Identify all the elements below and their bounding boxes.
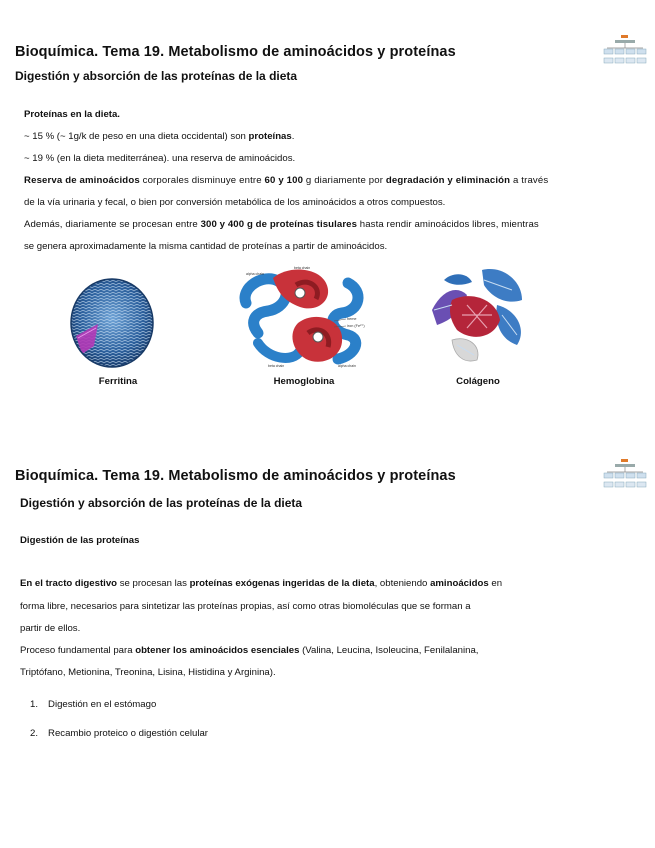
slide2-subtitle: Digestión y absorción de las proteínas de la dieta [20, 496, 303, 510]
slide2-para-line5: Triptófano, Metionina, Treonina, Lisina, Histidina y Arginina). [20, 667, 276, 678]
hemo-label-beta1: beta chain [294, 266, 311, 270]
hemo-label-iron: iron (Fe²⁺) [347, 324, 365, 328]
slide1-line6: se genera aproximadamente la misma cantidad de proteínas a partir de aminoácidos. [24, 241, 388, 252]
org-chart-logo-icon [603, 458, 647, 492]
slide1-subtitle: Digestión y absorción de las proteínas de la dieta [15, 69, 298, 83]
hemo-label-beta2: beta chain [268, 364, 285, 368]
caption-colageno: Colágeno [456, 376, 500, 387]
slide1-line5: Además, diariamente se procesan entre 300 y 400 g de proteínas tisulares hasta rendir aminoácidos libres, mientras [24, 219, 539, 230]
hemo-label-alpha1: alpha chain [246, 272, 264, 276]
hemo-label-alpha2: alpha chain [338, 364, 356, 368]
slide1-line3: Reserva de aminoácidos corporales disminuye entre 60 y 100 g diariamente por degradación y eliminación a través [24, 175, 549, 186]
ferritin-image [68, 276, 156, 370]
slide2-para-line1: En el tracto digestivo se procesan las proteínas exógenas ingeridas de la dieta, obteniendo aminoácidos en [20, 578, 503, 589]
slide2-para-line4: Proceso fundamental para obtener los aminoácidos esenciales (Valina, Leucina, Isoleucina, Fenilalanina, [20, 645, 479, 656]
slide2-para-line3: partir de ellos. [20, 623, 81, 634]
slide1-line1: ~ 15 % (~ 1g/k de peso en una dieta occidental) son proteínas. [24, 131, 295, 142]
slide1-line4: de la vía urinaria y fecal, o bien por conversión metabólica de los aminoácidos a otros compuestos. [24, 197, 446, 208]
slide1-line2: ~ 19 % (en la dieta mediterránea). una reserva de aminoácidos. [24, 153, 296, 164]
hemo-label-heme: heme [347, 317, 357, 321]
collagen-image [422, 260, 534, 372]
slide1-heading: Proteínas en la dieta. [24, 109, 120, 120]
slide2-heading: Digestión de las proteínas [20, 535, 140, 546]
caption-hemoglobina: Hemoglobina [273, 376, 335, 387]
caption-ferritina: Ferritina [98, 376, 138, 387]
list-item: 1. Digestión en el estómago [30, 699, 157, 710]
hemoglobin-image [238, 263, 372, 371]
slide2-title: Bioquímica. Tema 19. Metabolismo de aminoácidos y proteínas [15, 468, 456, 484]
list-item: 2. Recambio proteico o digestión celular [30, 728, 208, 739]
slide2-para-line2: forma libre, necesarios para sintetizar las proteínas propias, así como otras biomoléculas que se forman a [20, 601, 471, 612]
slide1-title: Bioquímica. Tema 19. Metabolismo de aminoácidos y proteínas [15, 44, 456, 60]
org-chart-logo-icon [603, 34, 647, 68]
